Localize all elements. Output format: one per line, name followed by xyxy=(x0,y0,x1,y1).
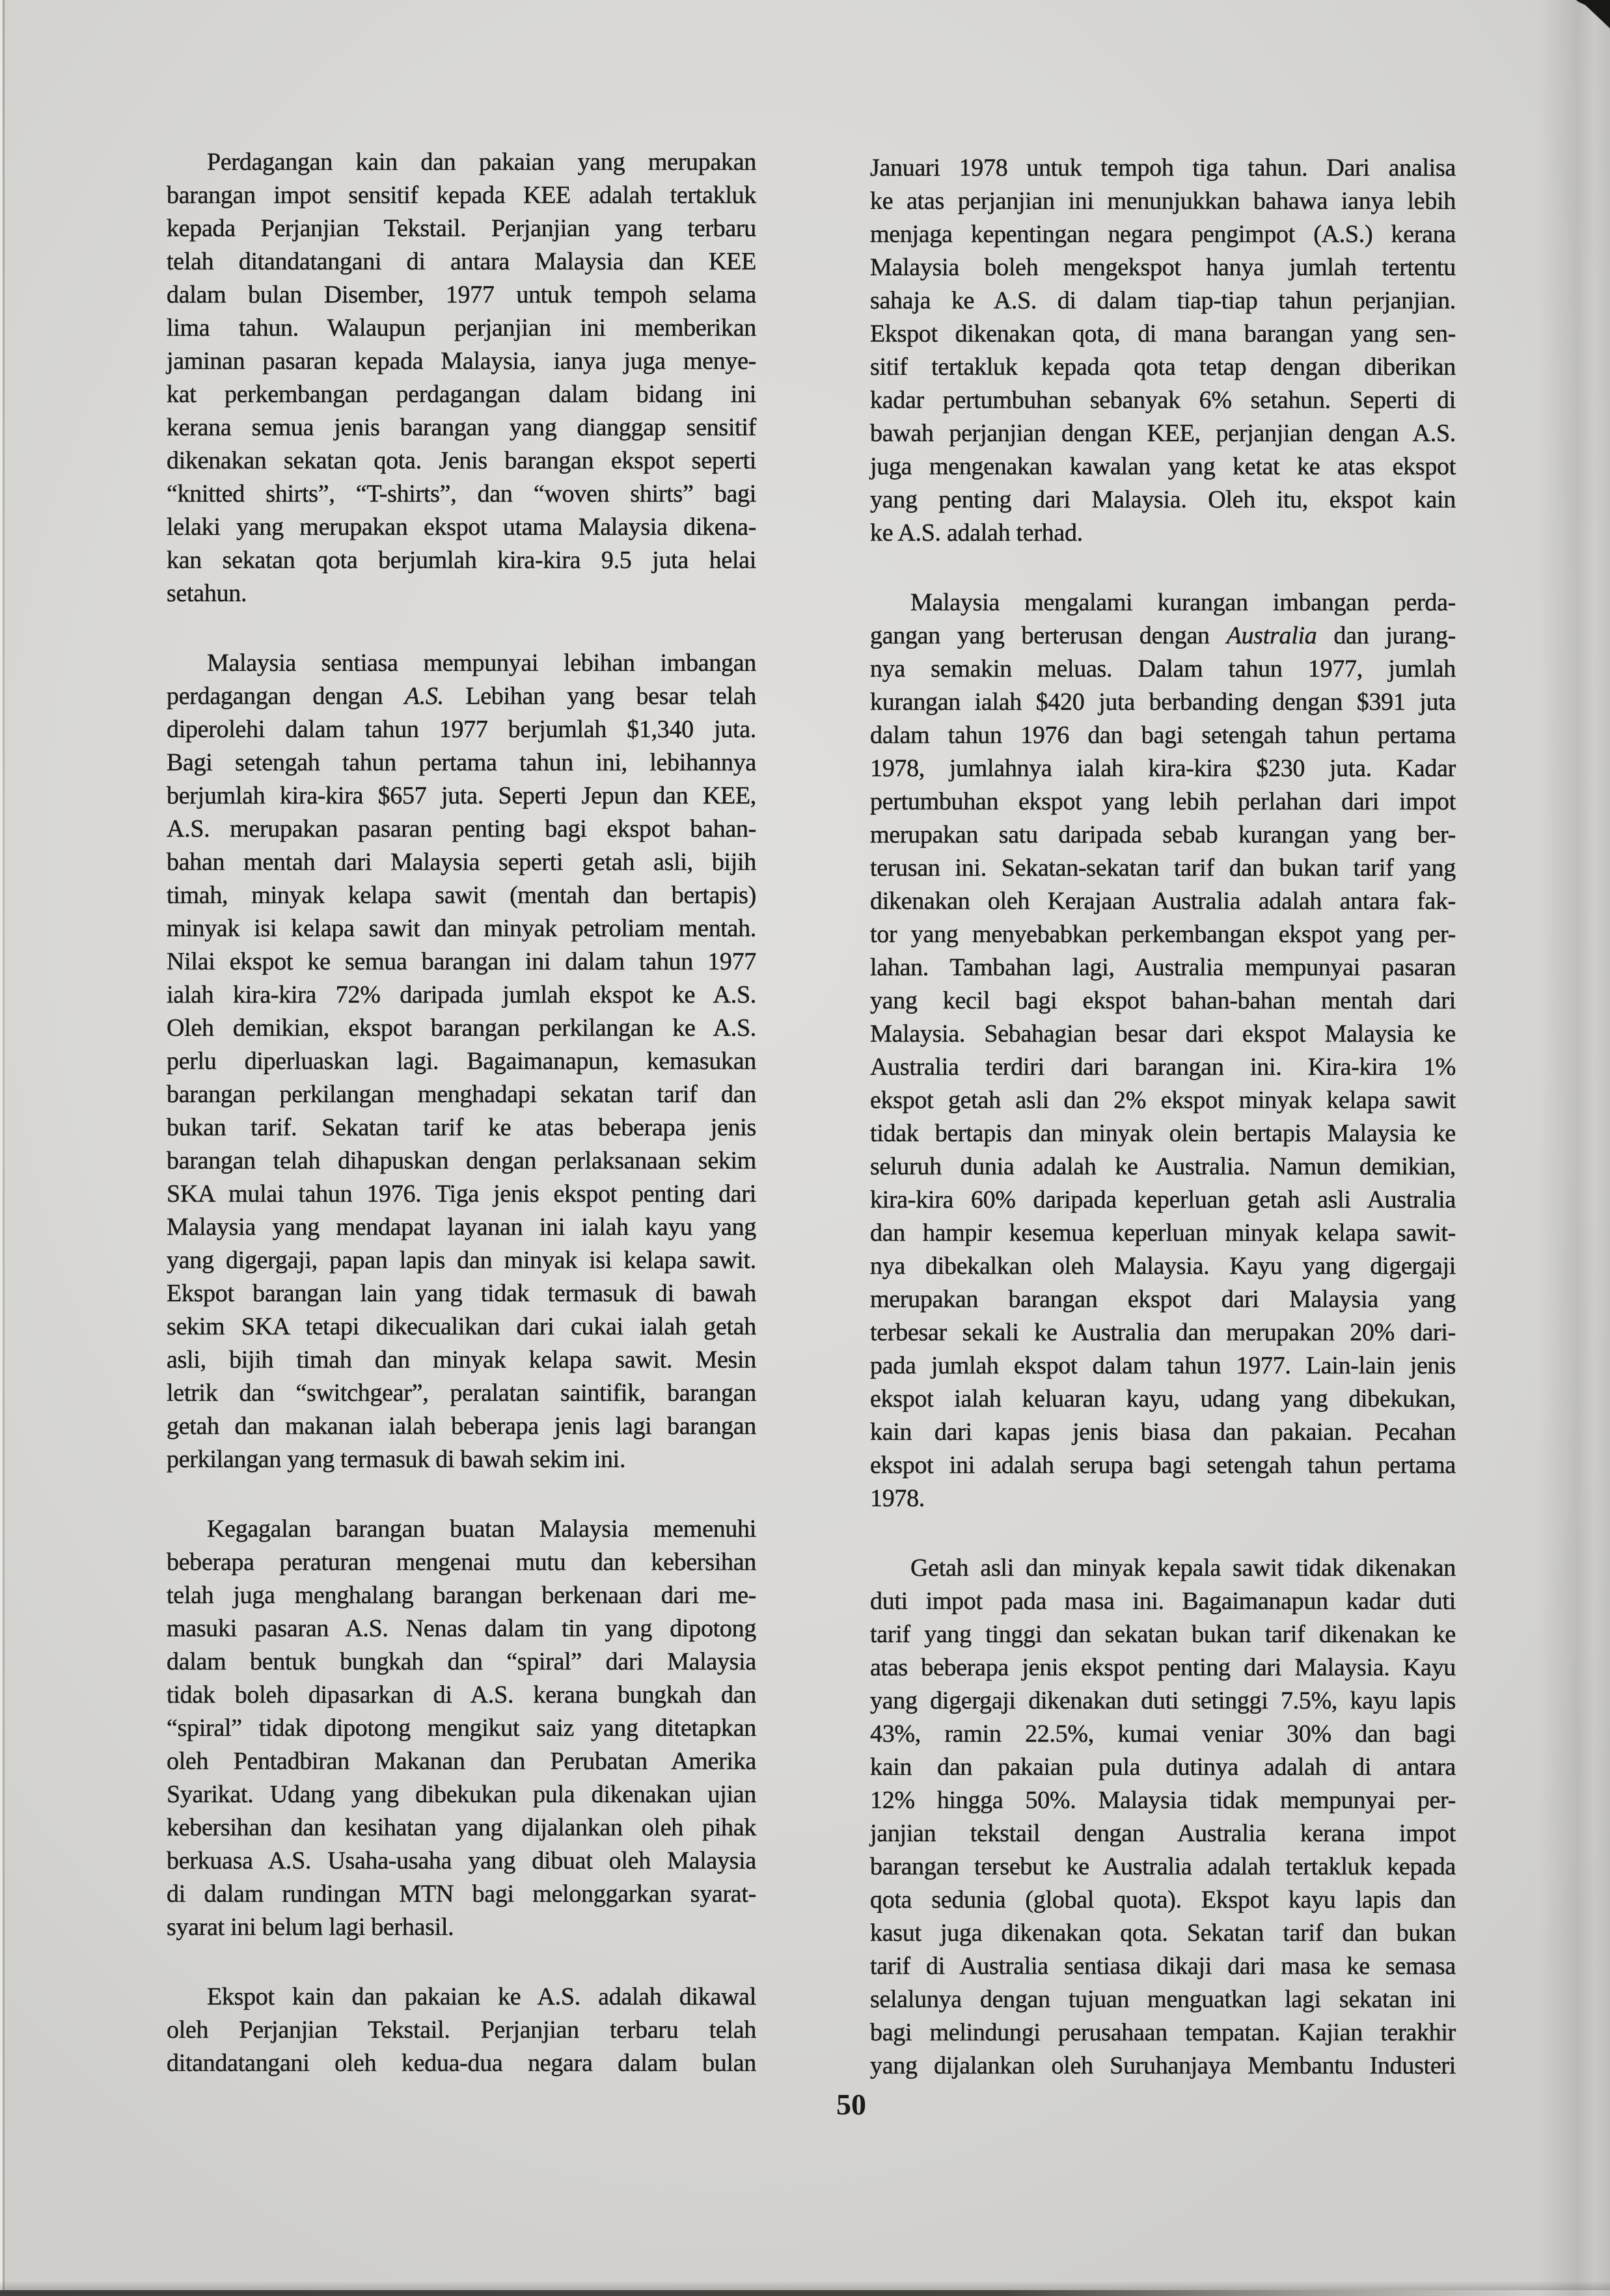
text-line: minyak isi kelapa sawit dan minyak petroliam mentah. xyxy=(167,915,756,942)
text-line: kan sekatan qota berjumlah kira-kira 9.5 juta helai xyxy=(167,547,756,574)
text-line: dalam bulan Disember, 1977 untuk tempoh selama xyxy=(167,281,756,308)
text-line: barangan tersebut ke Australia adalah tertakluk kepada xyxy=(870,1853,1456,1880)
text-line: Januari 1978 untuk tempoh tiga tahun. Dari analisa xyxy=(870,154,1456,182)
text-line: ialah kira-kira 72% daripada jumlah ekspot ke A.S. xyxy=(167,981,756,1008)
text-line: terbesar sekali ke Australia dan merupakan 20% dari- xyxy=(870,1319,1456,1346)
page-crease-line xyxy=(3,0,5,2296)
text-line: syarat ini belum lagi berhasil. xyxy=(167,1913,454,1941)
text-line: nya semakin meluas. Dalam tahun 1977, jumlah xyxy=(870,655,1456,682)
text-line: Kegagalan barangan buatan Malaysia memenuhi xyxy=(207,1515,756,1543)
text-line: A.S. merupakan pasaran penting bagi ekspot bahan- xyxy=(167,815,756,843)
text-line: kepada Perjanjian Tekstail. Perjanjian yang terbaru xyxy=(167,215,756,242)
text-line: yang digergaji, papan lapis dan minyak isi kelapa sawit. xyxy=(167,1247,756,1274)
text-line: Ekspot kain dan pakaian ke A.S. adalah dikawal xyxy=(207,1983,756,2010)
text-line: Malaysia. Sebahagian besar dari ekspot Malaysia ke xyxy=(870,1020,1456,1047)
text-line: setahun. xyxy=(167,580,247,607)
text-line: Getah asli dan minyak kepala sawit tidak dikenakan xyxy=(910,1554,1456,1582)
text-line: barangan perkilangan menghadapi sekatan tarif dan xyxy=(167,1081,756,1108)
text-line: dan hampir kesemua keperluan minyak kelapa sawit- xyxy=(870,1219,1456,1247)
paragraph xyxy=(167,1980,756,2080)
text-line: asli, bijih timah dan minyak kelapa sawit. Mesin xyxy=(167,1346,756,1373)
text-line: ditandatangani oleh kedua-dua negara dalam bulan xyxy=(167,2049,756,2077)
text-line: perkilangan yang termasuk di bawah sekim ini. xyxy=(167,1446,626,1473)
text-line: kain dari kapas jenis biasa dan pakaian. Pecahan xyxy=(870,1418,1456,1446)
text-line: oleh Pentadbiran Makanan dan Perubatan Amerika xyxy=(167,1748,756,1775)
text-line: kadar pertumbuhan sebanyak 6% setahun. Seperti di xyxy=(870,386,1456,414)
text-line: Malaysia boleh mengekspot hanya jumlah tertentu xyxy=(870,254,1456,281)
text-line: perdagangan dengan A.S. Lebihan yang besar telah xyxy=(167,682,756,710)
text-line: 1978. xyxy=(870,1485,925,1512)
text-line: Syarikat. Udang yang dibekukan pula dikenakan ujian xyxy=(167,1781,756,1808)
text-line: duti impot pada masa ini. Bagaimanapun kadar duti xyxy=(870,1587,1456,1615)
text-line: Nilai ekspot ke semua barangan ini dalam tahun 1977 xyxy=(167,948,756,975)
text-line: yang digergaji dikenakan duti setinggi 7.5%, kayu lapis xyxy=(870,1687,1456,1714)
text-line: janjian tekstail dengan Australia kerana impot xyxy=(870,1820,1456,1847)
paragraph xyxy=(870,152,1456,550)
paragraph xyxy=(167,647,756,1476)
text-line: kain dan pakaian pula dutinya adalah di antara xyxy=(870,1753,1456,1781)
text-line: ke atas perjanjian ini menunjukkan bahawa ianya lebih xyxy=(870,187,1456,215)
text-line: bukan tarif. Sekatan tarif ke atas beberapa jenis xyxy=(167,1114,756,1141)
text-line: diperolehi dalam tahun 1977 berjumlah $1,340 juta. xyxy=(167,716,756,743)
text-line: masuki pasaran A.S. Nenas dalam tin yang dipotong xyxy=(167,1615,756,1642)
text-line: “spiral” tidak dipotong mengikut saiz yang ditetapkan xyxy=(167,1714,756,1742)
text-line: menjaga kepentingan negara pengimpot (A.S.) kerana xyxy=(870,221,1456,248)
page-number: 50 xyxy=(836,2088,866,2121)
text-line: 1978, jumlahnya ialah kira-kira $230 juta. Kadar xyxy=(870,755,1456,782)
text-line: 43%, ramin 22.5%, kumai veniar 30% dan bagi xyxy=(870,1720,1456,1748)
text-line: 12% hingga 50%. Malaysia tidak mempunyai per- xyxy=(870,1787,1456,1814)
page-bottom-shadow xyxy=(0,2281,1610,2290)
text-line: kurangan ialah $420 juta berbanding dengan $391 juta xyxy=(870,688,1456,716)
text-line: Bagi setengah tahun pertama tahun ini, lebihannya xyxy=(167,749,756,776)
text-line: merupakan satu daripada sebab kurangan yang ber- xyxy=(870,821,1456,848)
text-line: ekspot ialah keluaran kayu, udang yang dibekukan, xyxy=(870,1385,1456,1412)
text-line: qota sedunia (global quota). Ekspot kayu lapis dan xyxy=(870,1886,1456,1913)
text-line: ekspot getah asli dan 2% ekspot minyak kelapa sawit xyxy=(870,1087,1456,1114)
paragraph xyxy=(167,146,756,610)
text-line: merupakan barangan ekspot dari Malaysia yang xyxy=(870,1286,1456,1313)
text-line: barangan telah dihapuskan dengan perlaksanaan sekim xyxy=(167,1147,756,1174)
text-line: bagi melindungi perusahaan tempatan. Kajian terakhir xyxy=(870,2019,1456,2046)
text-line: Malaysia sentiasa mempunyai lebihan imbangan xyxy=(207,649,756,677)
page-edge-shade xyxy=(1538,0,1610,2296)
page-bottom-edge xyxy=(0,2290,1610,2296)
text-line: yang kecil bagi ekspot bahan-bahan mentah dari xyxy=(870,987,1456,1014)
text-line: perlu diperluaskan lagi. Bagaimanapun, kemasukan xyxy=(167,1047,756,1075)
text-line: getah dan makanan ialah beberapa jenis lagi barangan xyxy=(167,1412,756,1440)
text-line: telah juga menghalang barangan berkenaan dari me- xyxy=(167,1582,756,1609)
text-line: lima tahun. Walaupun perjanjian ini memberikan xyxy=(167,314,756,342)
text-line: beberapa peraturan mengenai mutu dan kebersihan xyxy=(167,1548,756,1576)
text-line: dikenakan sekatan qota. Jenis barangan ekspot seperti xyxy=(167,447,756,474)
text-line: Ekspot dikenakan qota, di mana barangan yang sen- xyxy=(870,320,1456,347)
text-line: bahan mentah dari Malaysia seperti getah asli, bijih xyxy=(167,848,756,876)
paragraph xyxy=(167,1513,756,1944)
text-line: barangan impot sensitif kepada KEE adalah tertakluk xyxy=(167,182,756,209)
text-line: berkuasa A.S. Usaha-usaha yang dibuat oleh Malaysia xyxy=(167,1847,756,1874)
text-line: kerana semua jenis barangan yang dianggap sensitif xyxy=(167,414,756,441)
text-line: kira-kira 60% daripada keperluan getah asli Australia xyxy=(870,1186,1456,1213)
text-line: pertumbuhan ekspot yang lebih perlahan dari impot xyxy=(870,788,1456,815)
left-column xyxy=(167,146,756,2080)
text-line: tidak boleh dipasarkan di A.S. kerana bungkah dan xyxy=(167,1681,756,1708)
text-line: nya dibekalkan oleh Malaysia. Kayu yang digergaji xyxy=(870,1252,1456,1280)
text-line: sitif tertakluk kepada qota tetap dengan diberikan xyxy=(870,353,1456,381)
text-line: yang penting dari Malaysia. Oleh itu, ekspot kain xyxy=(870,486,1456,513)
text-line: berjumlah kira-kira $657 juta. Seperti Jepun dan KEE, xyxy=(167,782,756,809)
text-line: tarif di Australia sentiasa dikaji dari masa ke semasa xyxy=(870,1952,1456,1980)
text-line: Oleh demikian, ekspot barangan perkilangan ke A.S. xyxy=(167,1014,756,1042)
text-line: Malaysia yang mendapat layanan ini ialah kayu yang xyxy=(167,1213,756,1241)
text-line: “knitted shirts”, “T-shirts”, dan “woven shirts” bagi xyxy=(167,480,756,507)
text-line: timah, minyak kelapa sawit (mentah dan bertapis) xyxy=(167,882,756,909)
text-line: tarif yang tinggi dan sekatan bukan tarif dikenakan ke xyxy=(870,1621,1456,1648)
text-line: telah ditandatangani di antara Malaysia dan KEE xyxy=(167,248,756,275)
text-line: kebersihan dan kesihatan yang dijalankan oleh pihak xyxy=(167,1814,756,1841)
text-line: SKA mulai tahun 1976. Tiga jenis ekspot penting dari xyxy=(167,1180,756,1208)
text-line: letrik dan “switchgear”, peralatan saintifik, barangan xyxy=(167,1379,756,1407)
text-line: atas beberapa jenis ekspot penting dari Malaysia. Kayu xyxy=(870,1654,1456,1681)
text-line: Malaysia mengalami kurangan imbangan perda- xyxy=(910,589,1456,616)
text-line: terusan ini. Sekatan-sekatan tarif dan bukan tarif yang xyxy=(870,854,1456,882)
text-line: oleh Perjanjian Tekstail. Perjanjian terbaru telah xyxy=(167,2016,756,2044)
text-line: dalam bentuk bungkah dan “spiral” dari Malaysia xyxy=(167,1648,756,1675)
text-line: kat perkembangan perdagangan dalam bidang ini xyxy=(167,381,756,408)
paragraph xyxy=(870,1552,1456,2083)
text-line: juga mengenakan kawalan yang ketat ke atas ekspot xyxy=(870,453,1456,480)
text-line: seluruh dunia adalah ke Australia. Namun demikian, xyxy=(870,1153,1456,1180)
text-line: dikenakan oleh Kerajaan Australia adalah antara fak- xyxy=(870,887,1456,915)
text-line: kasut juga dikenakan qota. Sekatan tarif dan bukan xyxy=(870,1919,1456,1947)
text-line: sahaja ke A.S. di dalam tiap-tiap tahun perjanjian. xyxy=(870,287,1456,314)
text-line: bawah perjanjian dengan KEE, perjanjian dengan A.S. xyxy=(870,420,1456,447)
paragraph xyxy=(870,586,1456,1515)
text-line: sekim SKA tetapi dikecualikan dari cukai ialah getah xyxy=(167,1313,756,1340)
text-line: tidak bertapis dan minyak olein bertapis Malaysia ke xyxy=(870,1120,1456,1147)
text-line: yang dijalankan oleh Suruhanjaya Membantu Industeri xyxy=(870,2052,1456,2079)
text-line: pada jumlah ekspot dalam tahun 1977. Lain-lain jenis xyxy=(870,1352,1456,1379)
text-line: lahan. Tambahan lagi, Australia mempunyai pasaran xyxy=(870,954,1456,981)
text-line: Perdagangan kain dan pakaian yang merupakan xyxy=(207,148,756,176)
text-line: Australia terdiri dari barangan ini. Kira-kira 1% xyxy=(870,1053,1456,1081)
text-line: lelaki yang merupakan ekspot utama Malaysia dikena- xyxy=(167,513,756,541)
right-column xyxy=(870,152,1456,2083)
text-line: tor yang menyebabkan perkembangan ekspot yang per- xyxy=(870,921,1456,948)
text-line: jaminan pasaran kepada Malaysia, ianya juga menye- xyxy=(167,347,756,375)
text-line: dalam tahun 1976 dan bagi setengah tahun pertama xyxy=(870,722,1456,749)
text-line: selalunya dengan tujuan menguatkan lagi sekatan ini xyxy=(870,1986,1456,2013)
text-line: ke A.S. adalah terhad. xyxy=(870,519,1083,547)
text-line: Ekspot barangan lain yang tidak termasuk di bawah xyxy=(167,1280,756,1307)
text-line: di dalam rundingan MTN bagi melonggarkan syarat- xyxy=(167,1880,756,1908)
text-line: gangan yang berterusan dengan Australia dan jurang- xyxy=(870,622,1456,649)
text-line: ekspot ini adalah serupa bagi setengah tahun pertama xyxy=(870,1452,1456,1479)
